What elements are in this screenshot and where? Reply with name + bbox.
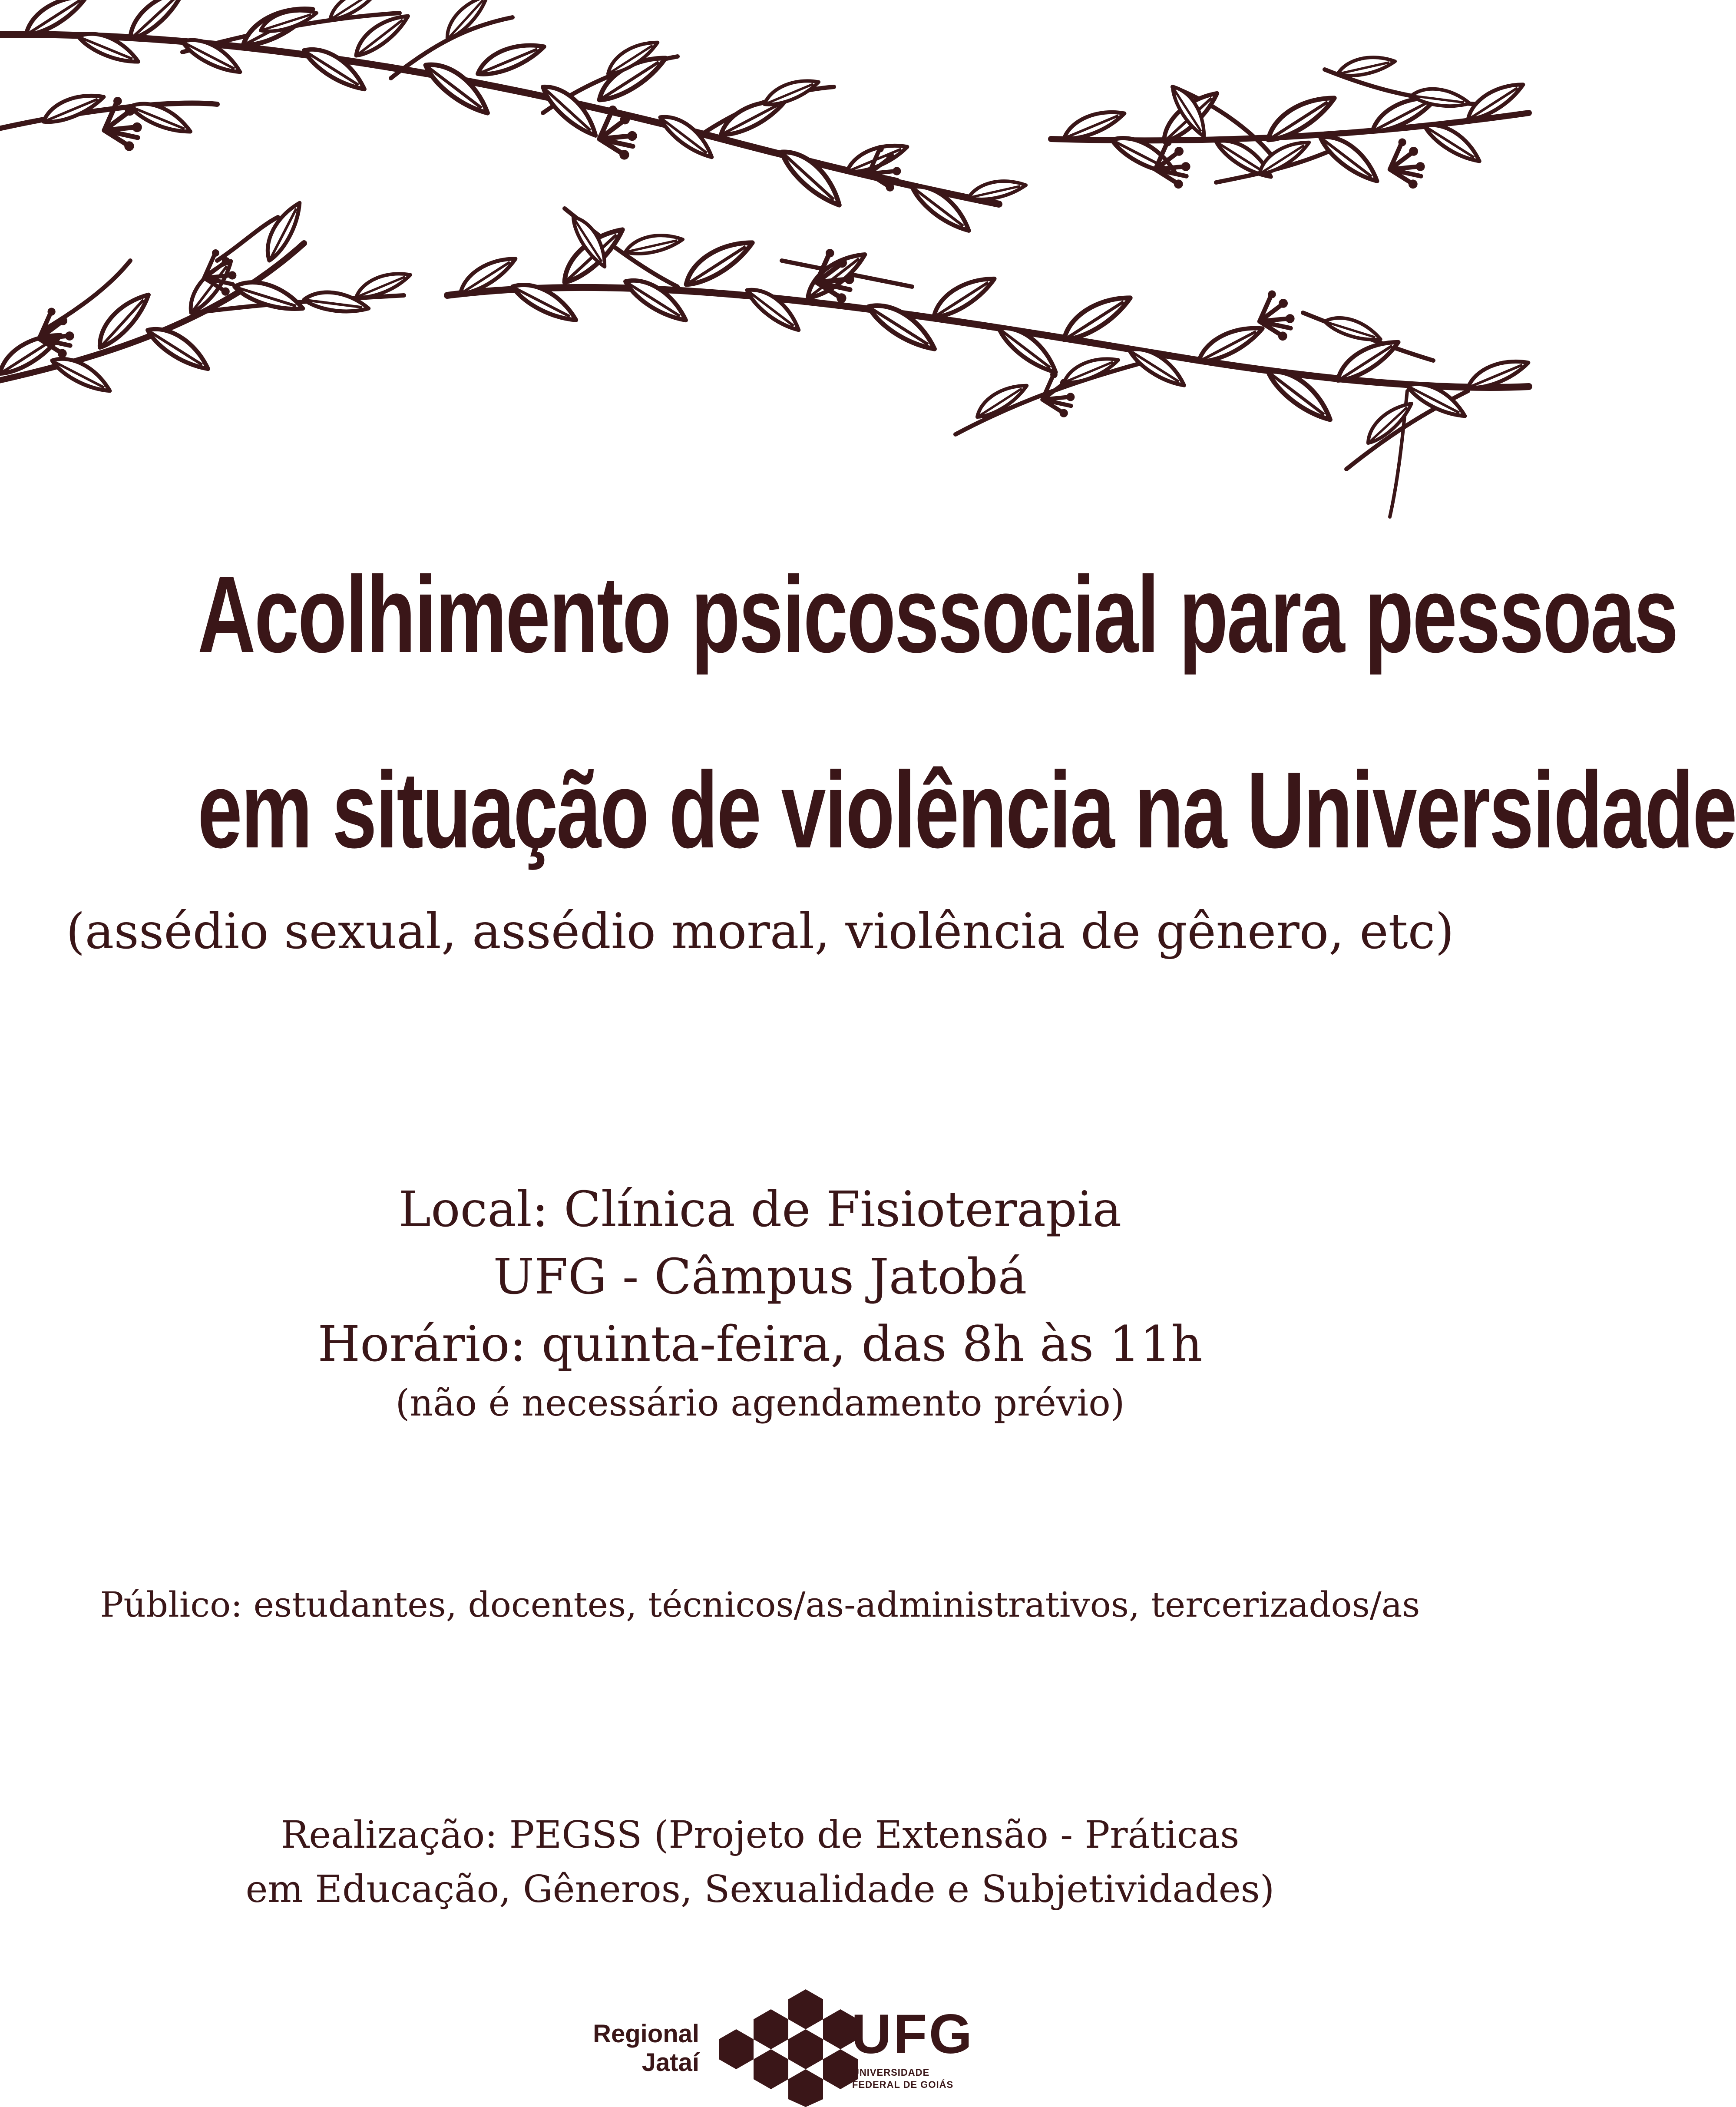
ufg-subtitle-line-1: UNIVERSIDADE (852, 2067, 930, 2078)
regional-line-1: Regional (593, 2020, 699, 2048)
regional-line-2: Jataí (641, 2048, 699, 2077)
regional-label (569, 2020, 699, 2077)
realizacao-line-1: Realização: PEGSS (Projeto de Extensão - Práticas (281, 1813, 1240, 1857)
ufg-wordmark: UFG (851, 2003, 974, 2065)
info-local: Local: Clínica de Fisioterapia (398, 1181, 1122, 1238)
publico-text: Público: estudantes, docentes, técnicos/as-administrativos, tercerizados/as (100, 1584, 1420, 1625)
realizacao-line-2: em Educação, Gêneros, Sexualidade e Subjetividades) (245, 1868, 1275, 1911)
title-line-1: Acolhimento psicossocial para pessoas (198, 554, 1677, 675)
leafy-branches-decoration (0, 0, 1520, 534)
ufg-subtitle-line-2: FEDERAL DE GOIÁS (852, 2079, 954, 2090)
info-horario: Horário: quinta-feira, das 8h às 11h (317, 1316, 1203, 1373)
branch-middle-left-leaves (0, 198, 413, 398)
ufg-hexagon-logo-icon (719, 1989, 858, 2107)
info-campus: UFG - Câmpus Jatobá (493, 1249, 1027, 1305)
branch-top-left-leaves (20, 0, 1027, 238)
info-note: (não é necessário agendamento prévio) (395, 1382, 1125, 1424)
subtitle: (assédio sexual, assédio moral, violência de gênero, etc) (66, 903, 1455, 960)
title-line-2: em situação de violência na Universidade (198, 749, 1736, 870)
